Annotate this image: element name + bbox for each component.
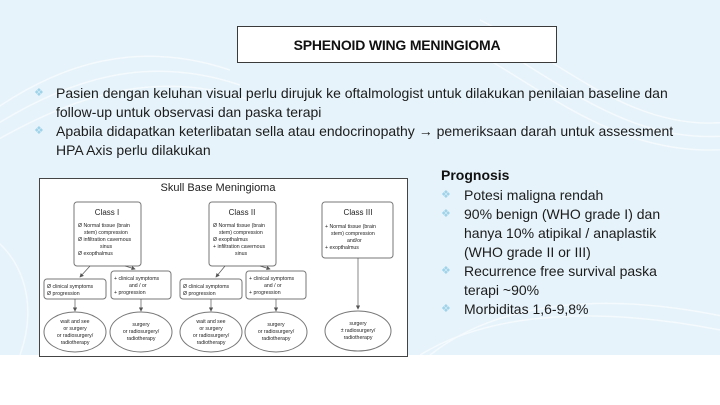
class3-label: Class III [343, 208, 373, 217]
class1-no-symptoms-text: Ø clinical symptoms [47, 284, 94, 290]
class1-treat-text: radiotherapy [126, 336, 156, 342]
bullet-text: Apabila didapatkan keterlibatan sella atau endocrinopathy → pemeriksaan darah untuk assessment HPA Axis perlu dilakukan [56, 123, 674, 158]
diamond-bullet-icon: ❖ [441, 208, 451, 220]
class3-treat-text: ± radiosurgery/ [340, 328, 376, 334]
class2-treat-text: surgery [267, 322, 285, 328]
bullet-text: Pasien dengan keluhan visual perlu dirujuk ke oftalmologist untuk dilakukan penilaian baseline dan follow-up untuk observasi dan paska terapi [56, 85, 668, 120]
class2-observe-text: wait and see [196, 319, 226, 325]
prognosis-item [441, 205, 681, 262]
class2-finding: sinus [235, 251, 248, 257]
class3-finding: + Normal tissue (brain [325, 224, 376, 230]
class1-treat-text: or radiosurgery/ [122, 329, 160, 335]
connector-line [216, 266, 225, 277]
class2-symptoms-text: + progression [249, 290, 281, 296]
class3-finding: stem) compression [331, 231, 375, 237]
class1-no-symptoms-text: Ø progression [47, 291, 80, 297]
class2-finding: Ø exopthalmus [213, 237, 248, 243]
class1-observe-text: wait and see [60, 319, 90, 325]
class1-treat-text: surgery [132, 322, 150, 328]
prognosis-item [441, 262, 681, 300]
class2-observe-text: or surgery [199, 326, 223, 332]
class1-observe-text: or surgery [63, 326, 87, 332]
class1-finding: sinus [100, 244, 113, 250]
slide-title: SPHENOID WING MENINGIOMA [293, 36, 501, 53]
prognosis-heading: Prognosis [441, 167, 510, 183]
class2-finding: stem) compression [219, 230, 263, 236]
diagram-title: Skull Base Meningioma [160, 182, 276, 194]
class1-finding: Ø infiltration cavernous [78, 237, 132, 243]
main-bullet-list [34, 84, 674, 160]
prognosis-item [441, 186, 681, 205]
background-bottom [0, 355, 720, 405]
diamond-bullet-icon: ❖ [441, 189, 451, 201]
class2-finding: + infiltration cavernous [213, 244, 266, 250]
class2-observe-text: or radiosurgery/ [192, 333, 230, 339]
class2-finding: Ø Normal tissue (brain [213, 223, 265, 229]
skull-base-meningioma-flowchart [39, 178, 408, 357]
class3-finding: + exopthalmus [325, 245, 359, 251]
class2-label: Class II [228, 208, 256, 217]
class1-finding: stem) compression [84, 230, 128, 236]
bullet-item [34, 122, 674, 160]
diamond-bullet-icon: ❖ [441, 265, 451, 277]
diamond-bullet-icon: ❖ [34, 125, 44, 137]
connector-line [80, 266, 90, 277]
class3-finding: and/or [347, 238, 362, 244]
prognosis-text: Recurrence free survival paska terapi ~90% [464, 263, 657, 298]
class2-treat-text: or radiosurgery/ [257, 329, 295, 335]
bullet-item [34, 84, 674, 122]
class3-treat-text: radiotherapy [343, 335, 373, 341]
class3-treat-text: surgery [349, 321, 367, 327]
class2-no-symptoms-text: Ø clinical symptoms [183, 284, 230, 290]
prognosis-text: Morbiditas 1,6-9,8% [464, 301, 589, 317]
class1-symptoms-text: and / or [129, 283, 147, 289]
class1-symptoms-text: + progression [114, 290, 146, 296]
class2-symptoms-text: and / or [264, 283, 282, 289]
class1-observe-text: radiotherapy [60, 340, 90, 346]
prognosis-text: Potesi maligna rendah [464, 187, 604, 203]
prognosis-text: 90% benign (WHO grade I) dan hanya 10% atipikal / anaplastik (WHO grade II or III) [464, 206, 661, 260]
class1-finding: Ø exopthalmus [78, 251, 113, 257]
diamond-bullet-icon: ❖ [34, 87, 44, 99]
class2-treat-text: radiotherapy [261, 336, 291, 342]
class2-observe-text: radiotherapy [196, 340, 226, 346]
class1-finding: Ø Normal tissue (brain [78, 223, 130, 229]
title-box [237, 26, 557, 63]
class1-symptoms-text: + clinical symptoms [114, 276, 160, 282]
diamond-bullet-icon: ❖ [441, 303, 451, 315]
class2-no-symptoms-text: Ø progression [183, 291, 216, 297]
prognosis-section [441, 166, 681, 319]
class1-label: Class I [94, 208, 120, 217]
class1-observe-text: or radiosurgery/ [56, 333, 94, 339]
class1-observe-oval [44, 312, 106, 352]
class2-observe-oval [180, 312, 242, 352]
prognosis-item [441, 300, 681, 319]
class2-symptoms-text: + clinical symptoms [249, 276, 295, 282]
